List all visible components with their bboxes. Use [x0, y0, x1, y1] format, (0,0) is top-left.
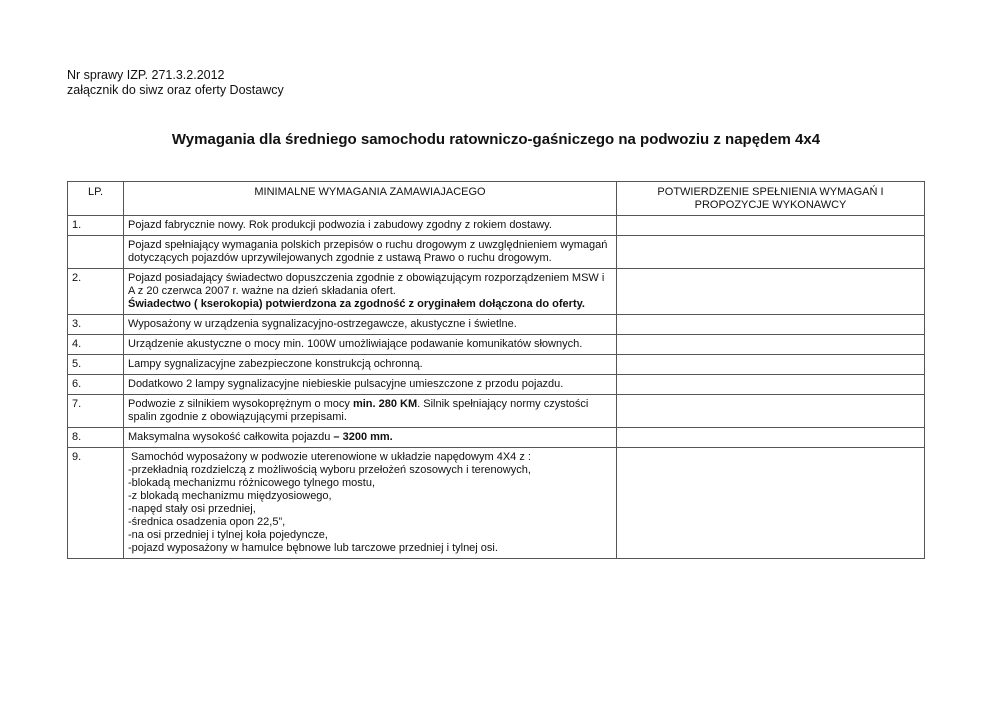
table-row	[68, 375, 925, 395]
row-confirmation-cell	[617, 355, 925, 375]
row-requirement: Urządzenie akustyczne o mocy min. 100W umożliwiające podawanie komunikatów słownych.	[124, 335, 617, 355]
requirement-line: Samochód wyposażony w podwozie uterenowione w układzie napędowym 4X4 z :	[128, 451, 531, 463]
requirement-bold-text: Świadectwo ( kserokopia) potwierdzona za zgodność z oryginałem dołączona do oferty.	[128, 298, 585, 310]
header-lp: LP.	[68, 182, 124, 216]
row-lp: 2.	[68, 269, 124, 315]
header-requirements: MINIMALNE WYMAGANIA ZAMAWIAJACEGO	[124, 182, 617, 216]
row-confirmation-cell	[617, 315, 925, 335]
row-lp: 9.	[68, 448, 124, 559]
requirement-text-after: . Silnik spełniający normy czystości spalin zgodnie z obowiązującymi przepisami.	[128, 398, 589, 423]
row-confirmation-cell	[617, 216, 925, 236]
requirement-line: -średnica osadzenia opon 22,5”,	[128, 516, 286, 528]
table-row	[68, 335, 925, 355]
table-row	[68, 216, 925, 236]
requirement-line: -z blokadą mechanizmu międzyosiowego,	[128, 490, 332, 502]
requirement-text: Maksymalna wysokość całkowita pojazdu	[128, 431, 334, 443]
requirement-bold-text: – 3200 mm.	[333, 431, 393, 443]
requirement-bold-text: min. 280 KM	[352, 398, 418, 410]
row-requirement: Lampy sygnalizacyjne zabezpieczone konstrukcją ochronną.	[124, 355, 617, 375]
requirement-line: -blokadą mechanizmu różnicowego tylnego mostu,	[128, 477, 376, 489]
row-requirement	[124, 428, 617, 448]
table-row	[68, 428, 925, 448]
row-requirement: Wyposażony w urządzenia sygnalizacyjno-ostrzegawcze, akustyczne i świetlne.	[124, 315, 617, 335]
row-requirement: Dodatkowo 2 lampy sygnalizacyjne niebieskie pulsacyjne umieszczone z przodu pojazdu.	[124, 375, 617, 395]
row-lp: 7.	[68, 395, 124, 428]
requirement-line: -przekładnią rozdzielczą z możliwością wyboru przełożeń szosowych i terenowych,	[128, 464, 531, 476]
header-confirmation: POTWIERDZENIE SPEŁNIENIA WYMAGAŃ I PROPOZYCJE WYKONAWCY	[617, 182, 925, 216]
table-row	[68, 269, 925, 315]
row-confirmation-cell	[617, 269, 925, 315]
row-confirmation-cell	[617, 236, 925, 269]
requirement-line: -pojazd wyposażony w hamulce bębnowe lub tarczowe przedniej i tylnej osi.	[128, 542, 498, 554]
row-lp: 8.	[68, 428, 124, 448]
row-confirmation-cell	[617, 375, 925, 395]
requirement-text: Podwozie z silnikiem wysokoprężnym o mocy	[128, 398, 353, 410]
requirements-table	[67, 181, 925, 559]
row-lp: 6.	[68, 375, 124, 395]
document-title: Wymagania dla średniego samochodu ratowniczo-gaśniczego na podwoziu z napędem 4x4	[171, 131, 821, 148]
row-lp: 3.	[68, 315, 124, 335]
attachment-note: załącznik do siwz oraz oferty Dostawcy	[67, 83, 284, 97]
requirement-line: -na osi przedniej i tylnej koła pojedyncze,	[128, 529, 328, 541]
row-requirement: Pojazd fabrycznie nowy. Rok produkcji podwozia i zabudowy zgodny z rokiem dostawy.	[124, 216, 617, 236]
row-confirmation-cell	[617, 428, 925, 448]
row-lp	[68, 236, 124, 269]
row-lp: 5.	[68, 355, 124, 375]
table-header-row	[68, 182, 925, 216]
row-lp: 1.	[68, 216, 124, 236]
document-header	[67, 68, 284, 98]
row-confirmation-cell	[617, 448, 925, 559]
table-row	[68, 236, 925, 269]
row-lp: 4.	[68, 335, 124, 355]
requirement-text: Pojazd posiadający świadectwo dopuszczenia zgodnie z obowiązującym rozporządzeniem MSW i A z 20 czerwca 2007 r. ważne na dzień składania ofert.	[128, 272, 605, 297]
table-row	[68, 395, 925, 428]
table-row	[68, 448, 925, 559]
row-requirement	[124, 269, 617, 315]
row-requirement	[124, 448, 617, 559]
row-confirmation-cell	[617, 395, 925, 428]
row-requirement: Pojazd spełniający wymagania polskich przepisów o ruchu drogowym z uwzględnieniem wymagań dotyczących pojazdów uprzywilejowanych zgodnie z ustawą Prawo o ruchu drogowym.	[124, 236, 617, 269]
table-row	[68, 315, 925, 335]
row-requirement	[124, 395, 617, 428]
table-row	[68, 355, 925, 375]
requirement-line: -napęd stały osi przedniej,	[128, 503, 256, 515]
row-confirmation-cell	[617, 335, 925, 355]
case-number: Nr sprawy IZP. 271.3.2.2012	[67, 68, 225, 82]
